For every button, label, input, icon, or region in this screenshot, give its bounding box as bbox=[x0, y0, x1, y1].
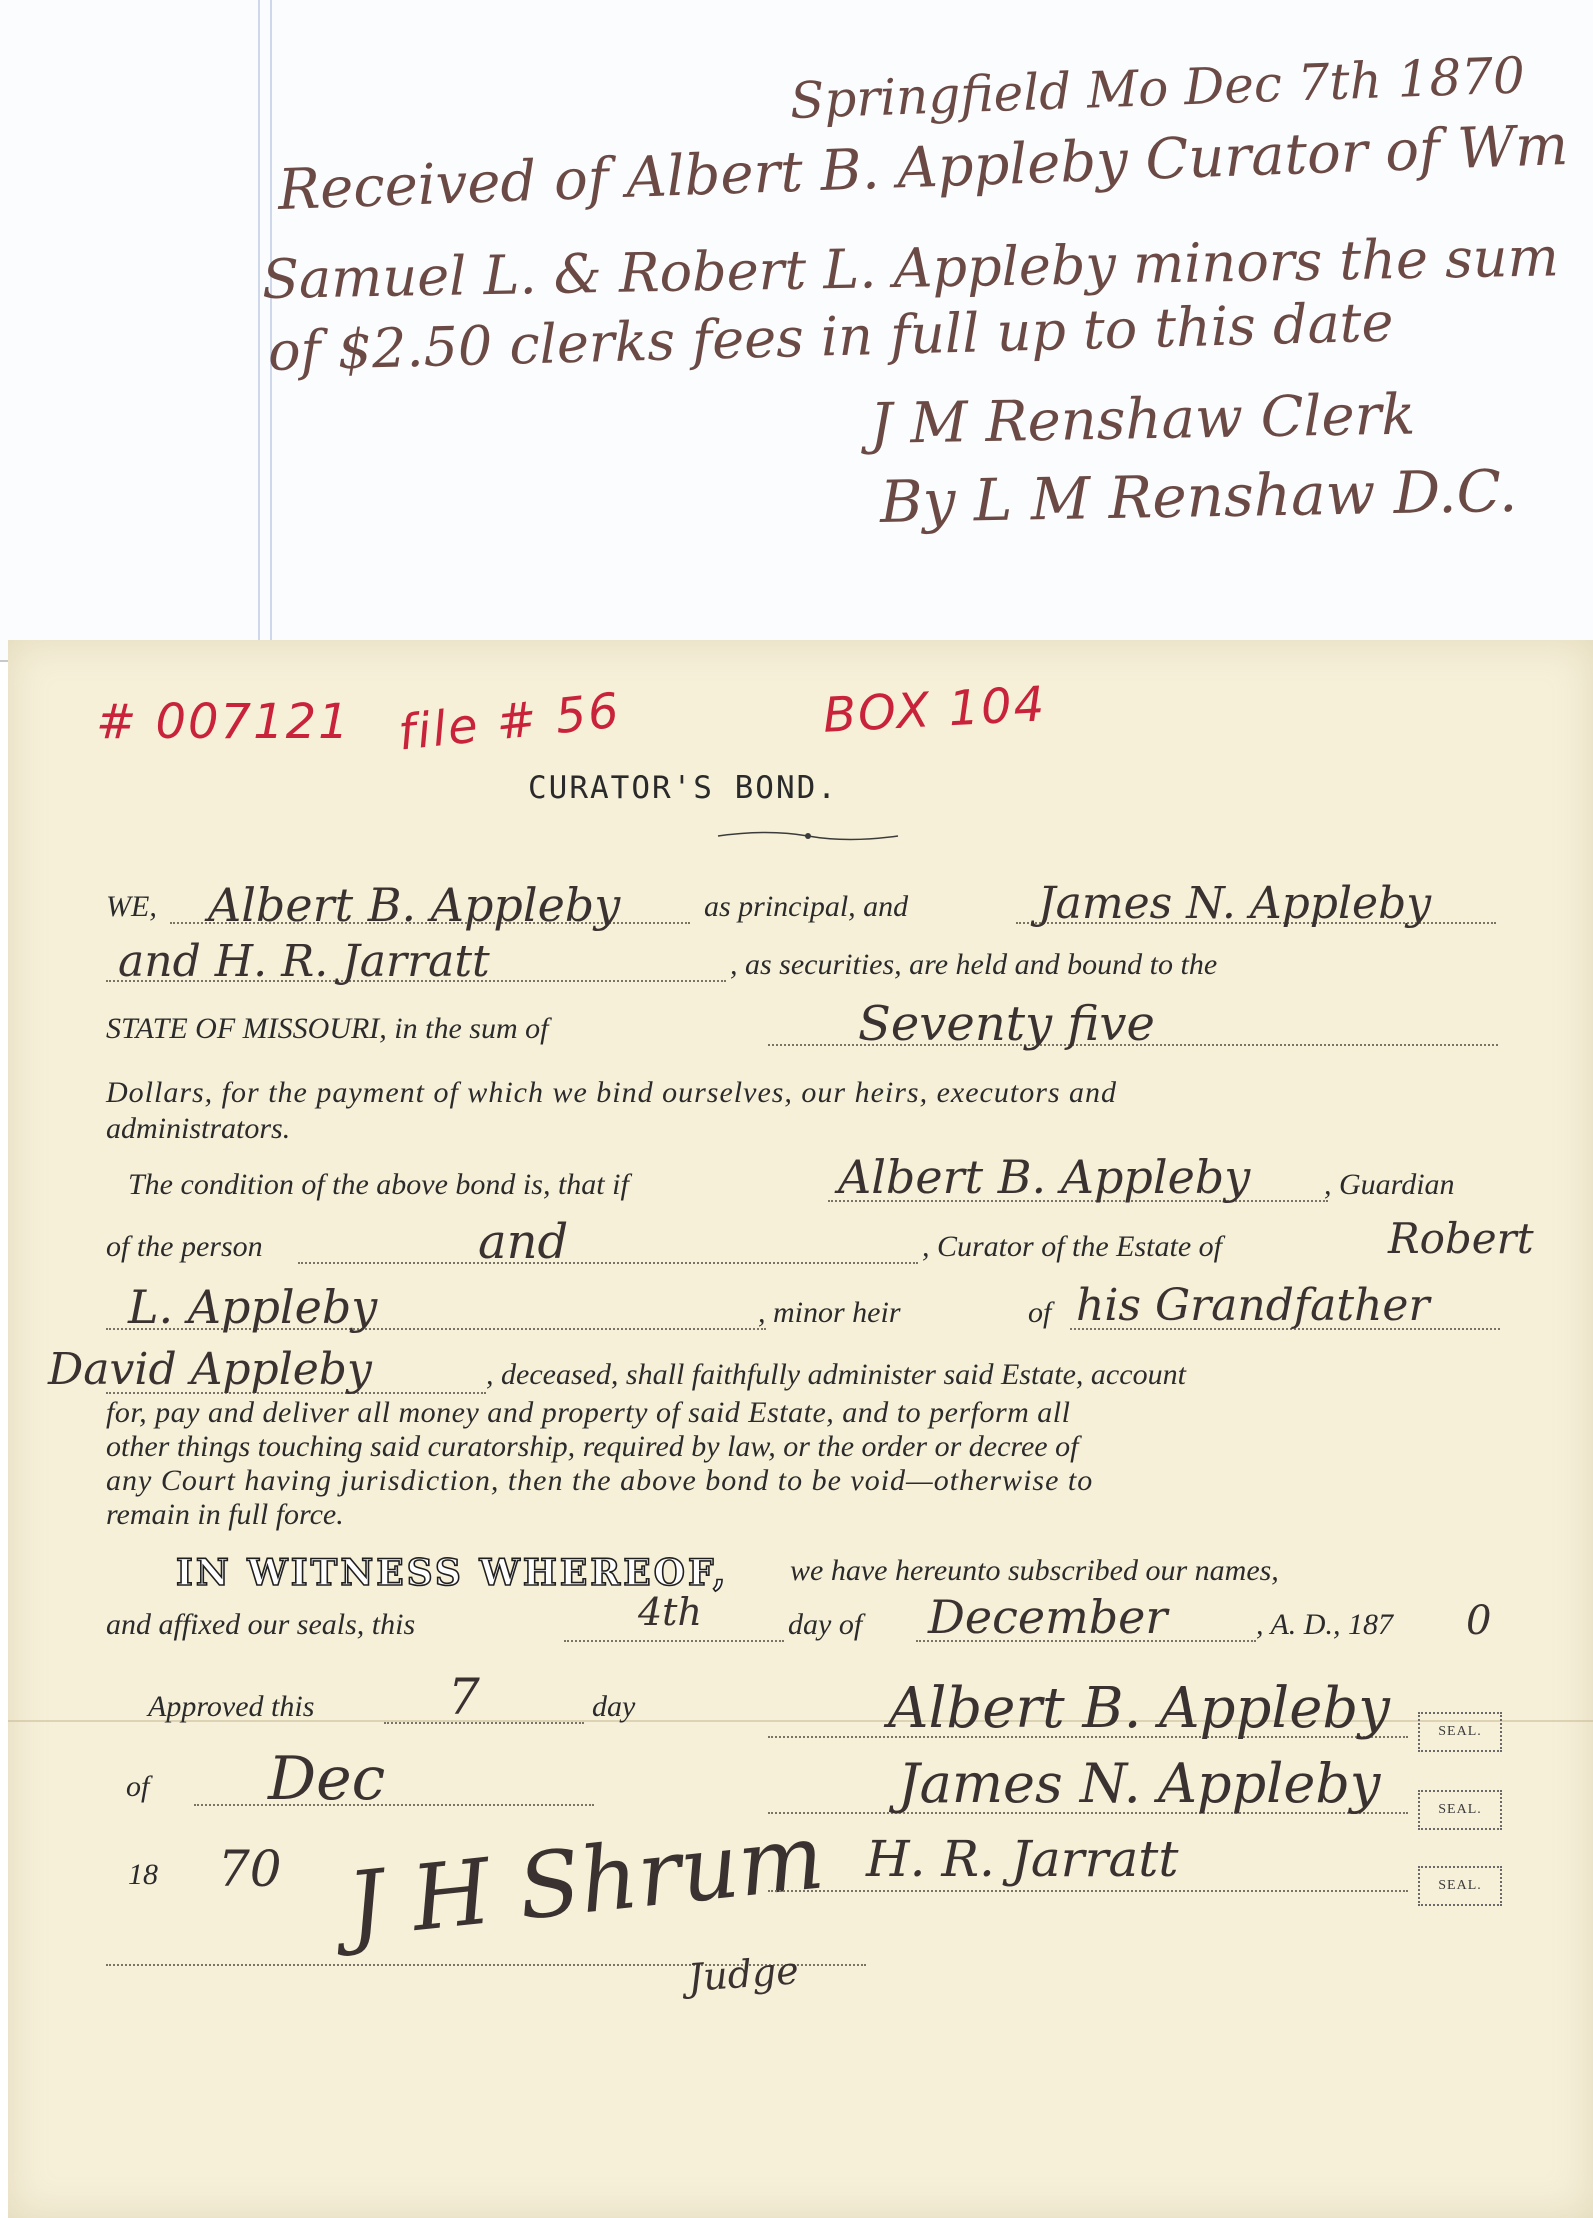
person-line bbox=[298, 1262, 918, 1264]
estate-name-1: Robert bbox=[1388, 1214, 1534, 1263]
affixed-text: and affixed our seals, this bbox=[106, 1608, 416, 1641]
day-of-text: day of bbox=[788, 1608, 863, 1641]
signer-3-signature: H. R. Jarratt bbox=[866, 1830, 1179, 1888]
guardian-text: , Guardian bbox=[1324, 1168, 1455, 1201]
estate-name-2: L. Appleby bbox=[128, 1280, 378, 1334]
receipt-dateline: Springfield Mo Dec 7th 1870 bbox=[788, 46, 1526, 130]
witness-heading: IN WITNESS WHEREOF, bbox=[176, 1552, 729, 1594]
body-line-3: any Court having jurisdiction, then the above bond to be void—otherwise to bbox=[106, 1464, 1094, 1497]
archive-box: BOX 104 bbox=[821, 676, 1048, 744]
receipt-deputy-signature: By L M Renshaw D.C. bbox=[879, 456, 1518, 536]
receipt-line-1: Received of Albert B. Appleby Curator of Wm bbox=[276, 112, 1570, 223]
approved-year: 70 bbox=[218, 1840, 282, 1898]
month-value: December bbox=[928, 1590, 1168, 1644]
receipt-line-3: of $2.50 clerks fees in full up to this date bbox=[267, 290, 1395, 383]
signer-1-signature: Albert B. Appleby bbox=[888, 1676, 1390, 1741]
archive-number: # 007121 bbox=[96, 694, 351, 750]
seal-box: SEAL. bbox=[1418, 1712, 1502, 1752]
guardian-name: Albert B. Appleby bbox=[838, 1150, 1251, 1204]
dollars-text: Dollars, for the payment of which we bind ourselves, our heirs, executors and bbox=[106, 1076, 1118, 1109]
day-value: 4th bbox=[638, 1590, 702, 1634]
form-title: CURATOR'S BOND. bbox=[528, 770, 838, 806]
person-value: and bbox=[478, 1214, 569, 1270]
approved-text: Approved this bbox=[148, 1690, 315, 1723]
signer-2-signature: James N. Appleby bbox=[898, 1752, 1381, 1815]
sum-amount: Seventy five bbox=[858, 996, 1155, 1052]
judge-title: Judge bbox=[686, 1948, 801, 2000]
curator-text: , Curator of the Estate of bbox=[922, 1230, 1222, 1263]
principal-name: Albert B. Appleby bbox=[208, 878, 621, 932]
margin-rule bbox=[258, 0, 260, 660]
archive-file: file # 56 bbox=[395, 682, 624, 762]
of-word: of bbox=[126, 1770, 150, 1803]
state-text: STATE OF MISSOURI, in the sum of bbox=[106, 1012, 549, 1045]
administrators-text: administrators. bbox=[106, 1112, 291, 1145]
ad-text: , A. D., 187 bbox=[1256, 1608, 1393, 1641]
year-digit: 0 bbox=[1466, 1598, 1492, 1644]
body-line-4: remain in full force. bbox=[106, 1498, 344, 1531]
day-line bbox=[564, 1640, 784, 1642]
receipt-clerk-signature: J M Renshaw Clerk bbox=[869, 382, 1416, 457]
year-prefix: 18 bbox=[128, 1858, 158, 1891]
deceased-text: , deceased, shall faithfully administer said Estate, account bbox=[486, 1358, 1186, 1391]
deceased-name: David Appleby bbox=[48, 1344, 372, 1395]
receipt-line-2: Samuel L. & Robert L. Appleby minors the sum bbox=[261, 225, 1560, 311]
curators-bond-form bbox=[8, 640, 1593, 2218]
day-word: day bbox=[592, 1690, 636, 1723]
security-name-2: and H. R. Jarratt bbox=[118, 936, 490, 987]
witness-text: we have hereunto subscribed our names, bbox=[790, 1554, 1279, 1587]
body-line-1: for, pay and deliver all money and property of said Estate, and to perform all bbox=[106, 1396, 1071, 1429]
seal-box: SEAL. bbox=[1418, 1866, 1502, 1906]
judge-signature: J H Shrum bbox=[342, 1804, 829, 1959]
approved-month-line bbox=[194, 1804, 594, 1806]
seal-box: SEAL. bbox=[1418, 1790, 1502, 1830]
body-line-2: other things touching said curatorship, required by law, or the order or decree of bbox=[106, 1430, 1079, 1463]
securities-text: , as securities, are held and bound to the bbox=[730, 948, 1218, 981]
receipt-sheet bbox=[0, 0, 1593, 662]
of-text: of bbox=[1028, 1296, 1052, 1329]
approved-day: 7 bbox=[448, 1668, 480, 1726]
approved-day-line bbox=[384, 1722, 584, 1724]
security-name-1: James N. Appleby bbox=[1038, 878, 1432, 929]
approved-month: Dec bbox=[268, 1744, 386, 1814]
condition-text: The condition of the above bond is, that if bbox=[128, 1168, 629, 1201]
we-label: WE, bbox=[106, 890, 157, 923]
title-flourish bbox=[708, 825, 908, 847]
minor-heir-text: , minor heir bbox=[758, 1296, 901, 1329]
person-text: of the person bbox=[106, 1230, 263, 1263]
signer-line-3 bbox=[768, 1890, 1408, 1892]
relation: his Grandfather bbox=[1076, 1280, 1430, 1331]
as-principal-text: as principal, and bbox=[704, 890, 909, 923]
